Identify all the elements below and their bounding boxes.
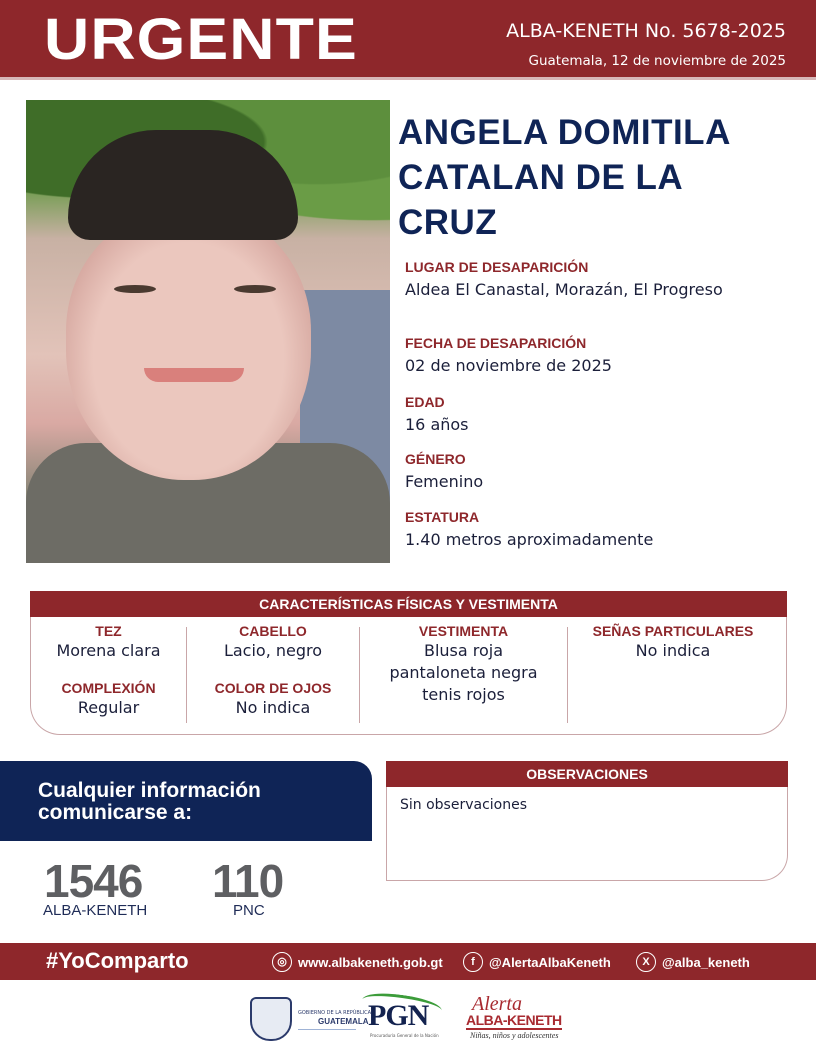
header-banner bbox=[0, 0, 816, 80]
characteristics-panel bbox=[30, 591, 787, 735]
photo-face bbox=[66, 210, 311, 480]
field-height bbox=[398, 509, 653, 549]
globe-icon: ◎ bbox=[272, 952, 292, 972]
col-tez-complexion bbox=[31, 623, 186, 719]
photo-eye-right bbox=[234, 285, 276, 293]
field-value: 02 de noviembre de 2025 bbox=[405, 356, 612, 375]
clothing-label: VESTIMENTA bbox=[418, 623, 509, 639]
website-text: www.albakeneth.gob.gt bbox=[298, 954, 443, 970]
x-text: @alba_keneth bbox=[662, 954, 750, 970]
x-icon: X bbox=[636, 952, 656, 972]
phone-label-pnc: PNC bbox=[233, 902, 265, 919]
characteristics-title: CARACTERÍSTICAS FÍSICAS Y VESTIMENTA bbox=[30, 591, 787, 617]
photo-eye-left bbox=[114, 285, 156, 293]
complexion-value: Regular bbox=[77, 698, 140, 717]
contact-text bbox=[38, 780, 261, 824]
contact-line1: Cualquier información bbox=[38, 779, 261, 802]
gov-underline bbox=[298, 1029, 356, 1030]
alerta-logo-script: Alerta bbox=[472, 993, 522, 1015]
tez-label: TEZ bbox=[95, 623, 122, 639]
field-value: Femenino bbox=[405, 472, 484, 491]
field-label: LUGAR DE DESAPARICIÓN bbox=[405, 259, 589, 275]
alba-keneth-logo: ALBA-KENETH bbox=[466, 1012, 562, 1028]
field-age bbox=[398, 394, 469, 434]
alba-keneth-tagline: Niñas, niños y adolescentes bbox=[470, 1031, 559, 1040]
eye-color-label: COLOR DE OJOS bbox=[214, 680, 332, 696]
field-value: Aldea El Canastal, Morazán, El Progreso bbox=[405, 280, 723, 299]
observations-text: Sin observaciones bbox=[400, 797, 528, 813]
field-label: GÉNERO bbox=[405, 451, 466, 467]
marks-label: SEÑAS PARTICULARES bbox=[592, 623, 754, 639]
gov-label-small: GOBIERNO DE LA REPÚBLICA bbox=[298, 1010, 372, 1016]
person-name-line2: CATALAN DE LA bbox=[398, 158, 684, 197]
field-gender bbox=[398, 451, 483, 491]
alert-number: ALBA-KENETH No. 5678-2025 bbox=[506, 20, 786, 42]
phone-number-pnc[interactable]: 110 bbox=[212, 855, 284, 907]
observations-panel bbox=[386, 761, 788, 881]
gov-label-main: GUATEMALA bbox=[318, 1017, 369, 1026]
field-label: FECHA DE DESAPARICIÓN bbox=[405, 335, 587, 351]
hair-value: Lacio, negro bbox=[223, 641, 323, 660]
tez-value: Morena clara bbox=[56, 641, 161, 660]
missing-person-photo bbox=[26, 100, 390, 563]
field-label: EDAD bbox=[405, 394, 445, 410]
facebook-icon: f bbox=[463, 952, 483, 972]
footer-bar bbox=[0, 943, 816, 980]
hashtag: #YoComparto bbox=[46, 948, 189, 973]
guatemala-coat-of-arms-icon bbox=[250, 997, 292, 1041]
clothing-line2: pantaloneta negra bbox=[389, 663, 538, 682]
field-location bbox=[398, 259, 723, 299]
pgn-subtitle: Procuraduría General de la Nación bbox=[370, 1033, 439, 1038]
logos-row bbox=[0, 993, 816, 1048]
observations-title: OBSERVACIONES bbox=[386, 761, 788, 787]
website-link[interactable] bbox=[272, 952, 443, 972]
x-link[interactable] bbox=[636, 952, 750, 972]
contact-line2: comunicarse a: bbox=[38, 801, 193, 824]
clothing-line1: Blusa roja bbox=[423, 641, 504, 660]
person-name-line3: CRUZ bbox=[398, 203, 498, 242]
pgn-logo: PGN bbox=[368, 999, 429, 1032]
field-date bbox=[398, 335, 612, 375]
phone-label-albakeneth: ALBA-KENETH bbox=[43, 902, 148, 919]
marks-value: No indica bbox=[635, 641, 711, 660]
person-info bbox=[398, 110, 798, 245]
col-clothing bbox=[360, 623, 567, 706]
phone-number-albakeneth[interactable]: 1546 bbox=[44, 855, 143, 907]
complexion-label: COMPLEXIÓN bbox=[61, 680, 156, 696]
alert-date: Guatemala, 12 de noviembre de 2025 bbox=[528, 53, 786, 69]
field-value: 1.40 metros aproximadamente bbox=[405, 530, 654, 549]
eye-color-value: No indica bbox=[235, 698, 311, 717]
facebook-link[interactable] bbox=[463, 952, 611, 972]
field-label: ESTATURA bbox=[405, 509, 480, 525]
clothing-line3: tenis rojos bbox=[422, 685, 505, 704]
col-hair-eyes bbox=[187, 623, 359, 719]
hair-label: CABELLO bbox=[239, 623, 307, 639]
col-marks bbox=[568, 623, 778, 662]
person-name-line1: ANGELA DOMITILA bbox=[398, 113, 731, 152]
urgent-title: URGENTE bbox=[44, 7, 358, 72]
facebook-text: @AlertaAlbaKeneth bbox=[489, 954, 611, 970]
field-value: 16 años bbox=[405, 415, 469, 434]
photo-mouth bbox=[144, 368, 244, 382]
